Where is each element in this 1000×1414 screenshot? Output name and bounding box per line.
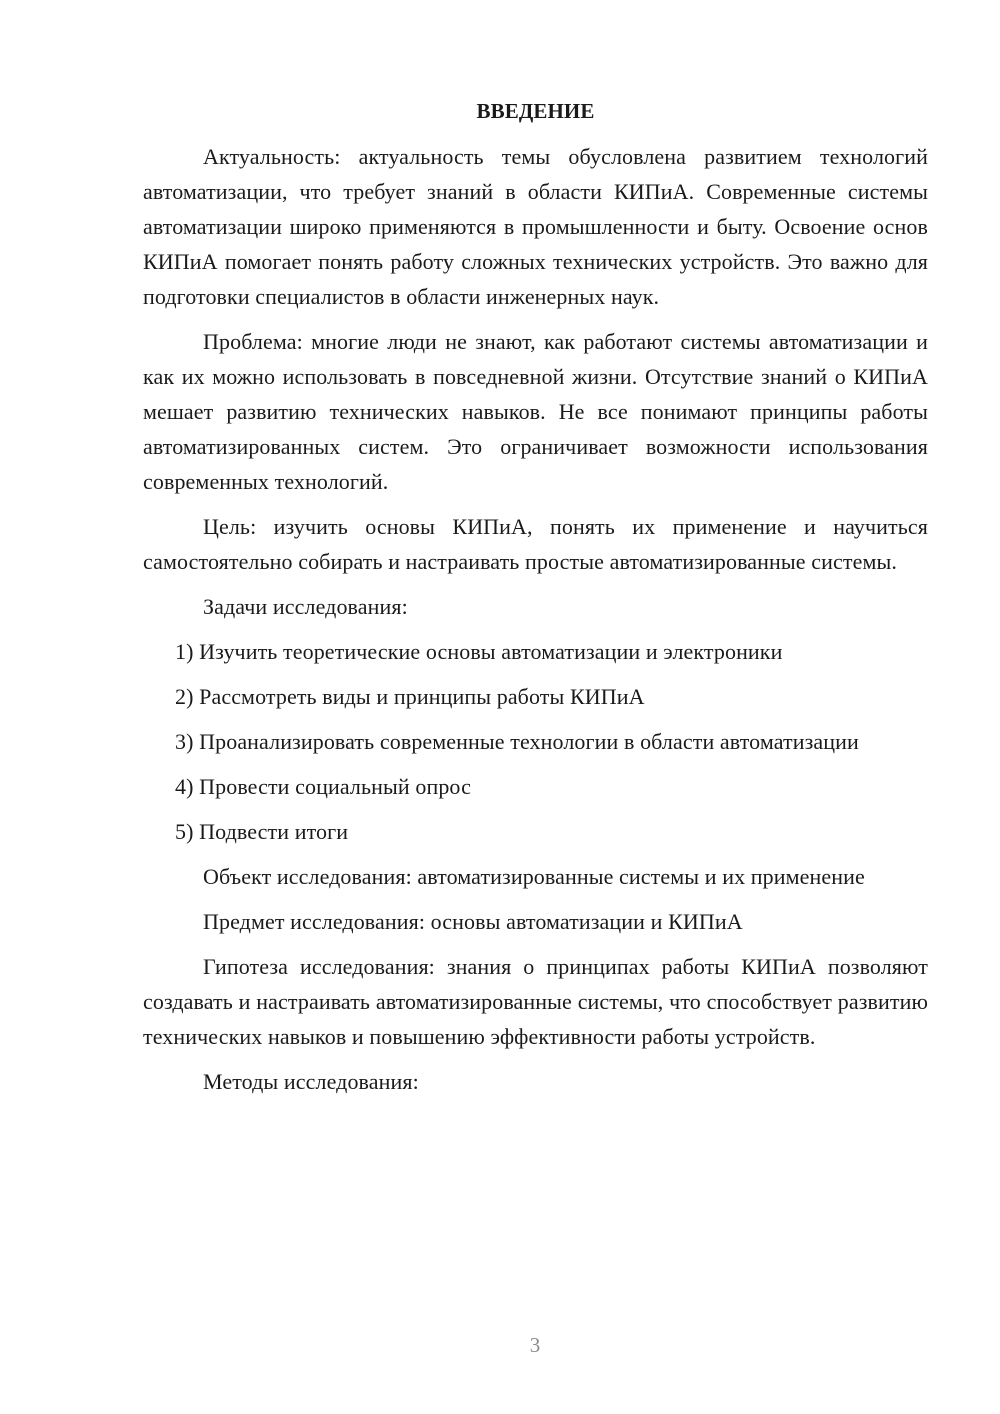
page-title: ВВЕДЕНИЕ	[476, 99, 595, 123]
page-number: 3	[529, 1333, 541, 1357]
task-item-4: 4) Провести социальный опрос	[175, 774, 471, 799]
paragraph-goal: Цель: изучить основы КИПиА, понять их применение и научиться самостоятельно собирать и настраивать простые автоматизированные системы.	[143, 514, 928, 574]
paragraph-hypothesis: Гипотеза исследования: знания о принципах работы КИПиА позволяют создавать и настраивать автоматизированные системы, что способствует развитию технических навыков и повышению эффективности работы устройств.	[143, 954, 928, 1049]
task-item-1: 1) Изучить теоретические основы автоматизации и электроники	[175, 639, 783, 664]
paragraph-relevance: Актуальность: актуальность темы обусловлена развитием технологий автоматизации, что требует знаний в области КИПиА. Современные системы автоматизации широко применяются в промышленности и быту. Освоение основ КИПиА помогает понять работу сложных технических устройств. Это важно для подготовки специалистов в области инженерных наук.	[143, 144, 928, 309]
tasks-heading: Задачи исследования:	[203, 594, 408, 619]
methods-heading: Методы исследования:	[203, 1069, 419, 1094]
page-content	[143, 94, 928, 1109]
task-item-2: 2) Рассмотреть виды и принципы работы КИПиА	[175, 684, 645, 709]
task-item-3: 3) Проанализировать современные технологии в области автоматизации	[175, 729, 859, 754]
paragraph-subject: Предмет исследования: основы автоматизации и КИПиА	[203, 909, 743, 934]
paragraph-problem: Проблема: многие люди не знают, как работают системы автоматизации и как их можно использовать в повседневной жизни. Отсутствие знаний о КИПиА мешает развитию технических навыков. Не все понимают принципы работы автоматизированных систем. Это ограничивает возможности использования современных технологий.	[143, 329, 928, 494]
task-item-5: 5) Подвести итоги	[175, 819, 349, 844]
paragraph-object: Объект исследования: автоматизированные системы и их применение	[203, 864, 865, 889]
